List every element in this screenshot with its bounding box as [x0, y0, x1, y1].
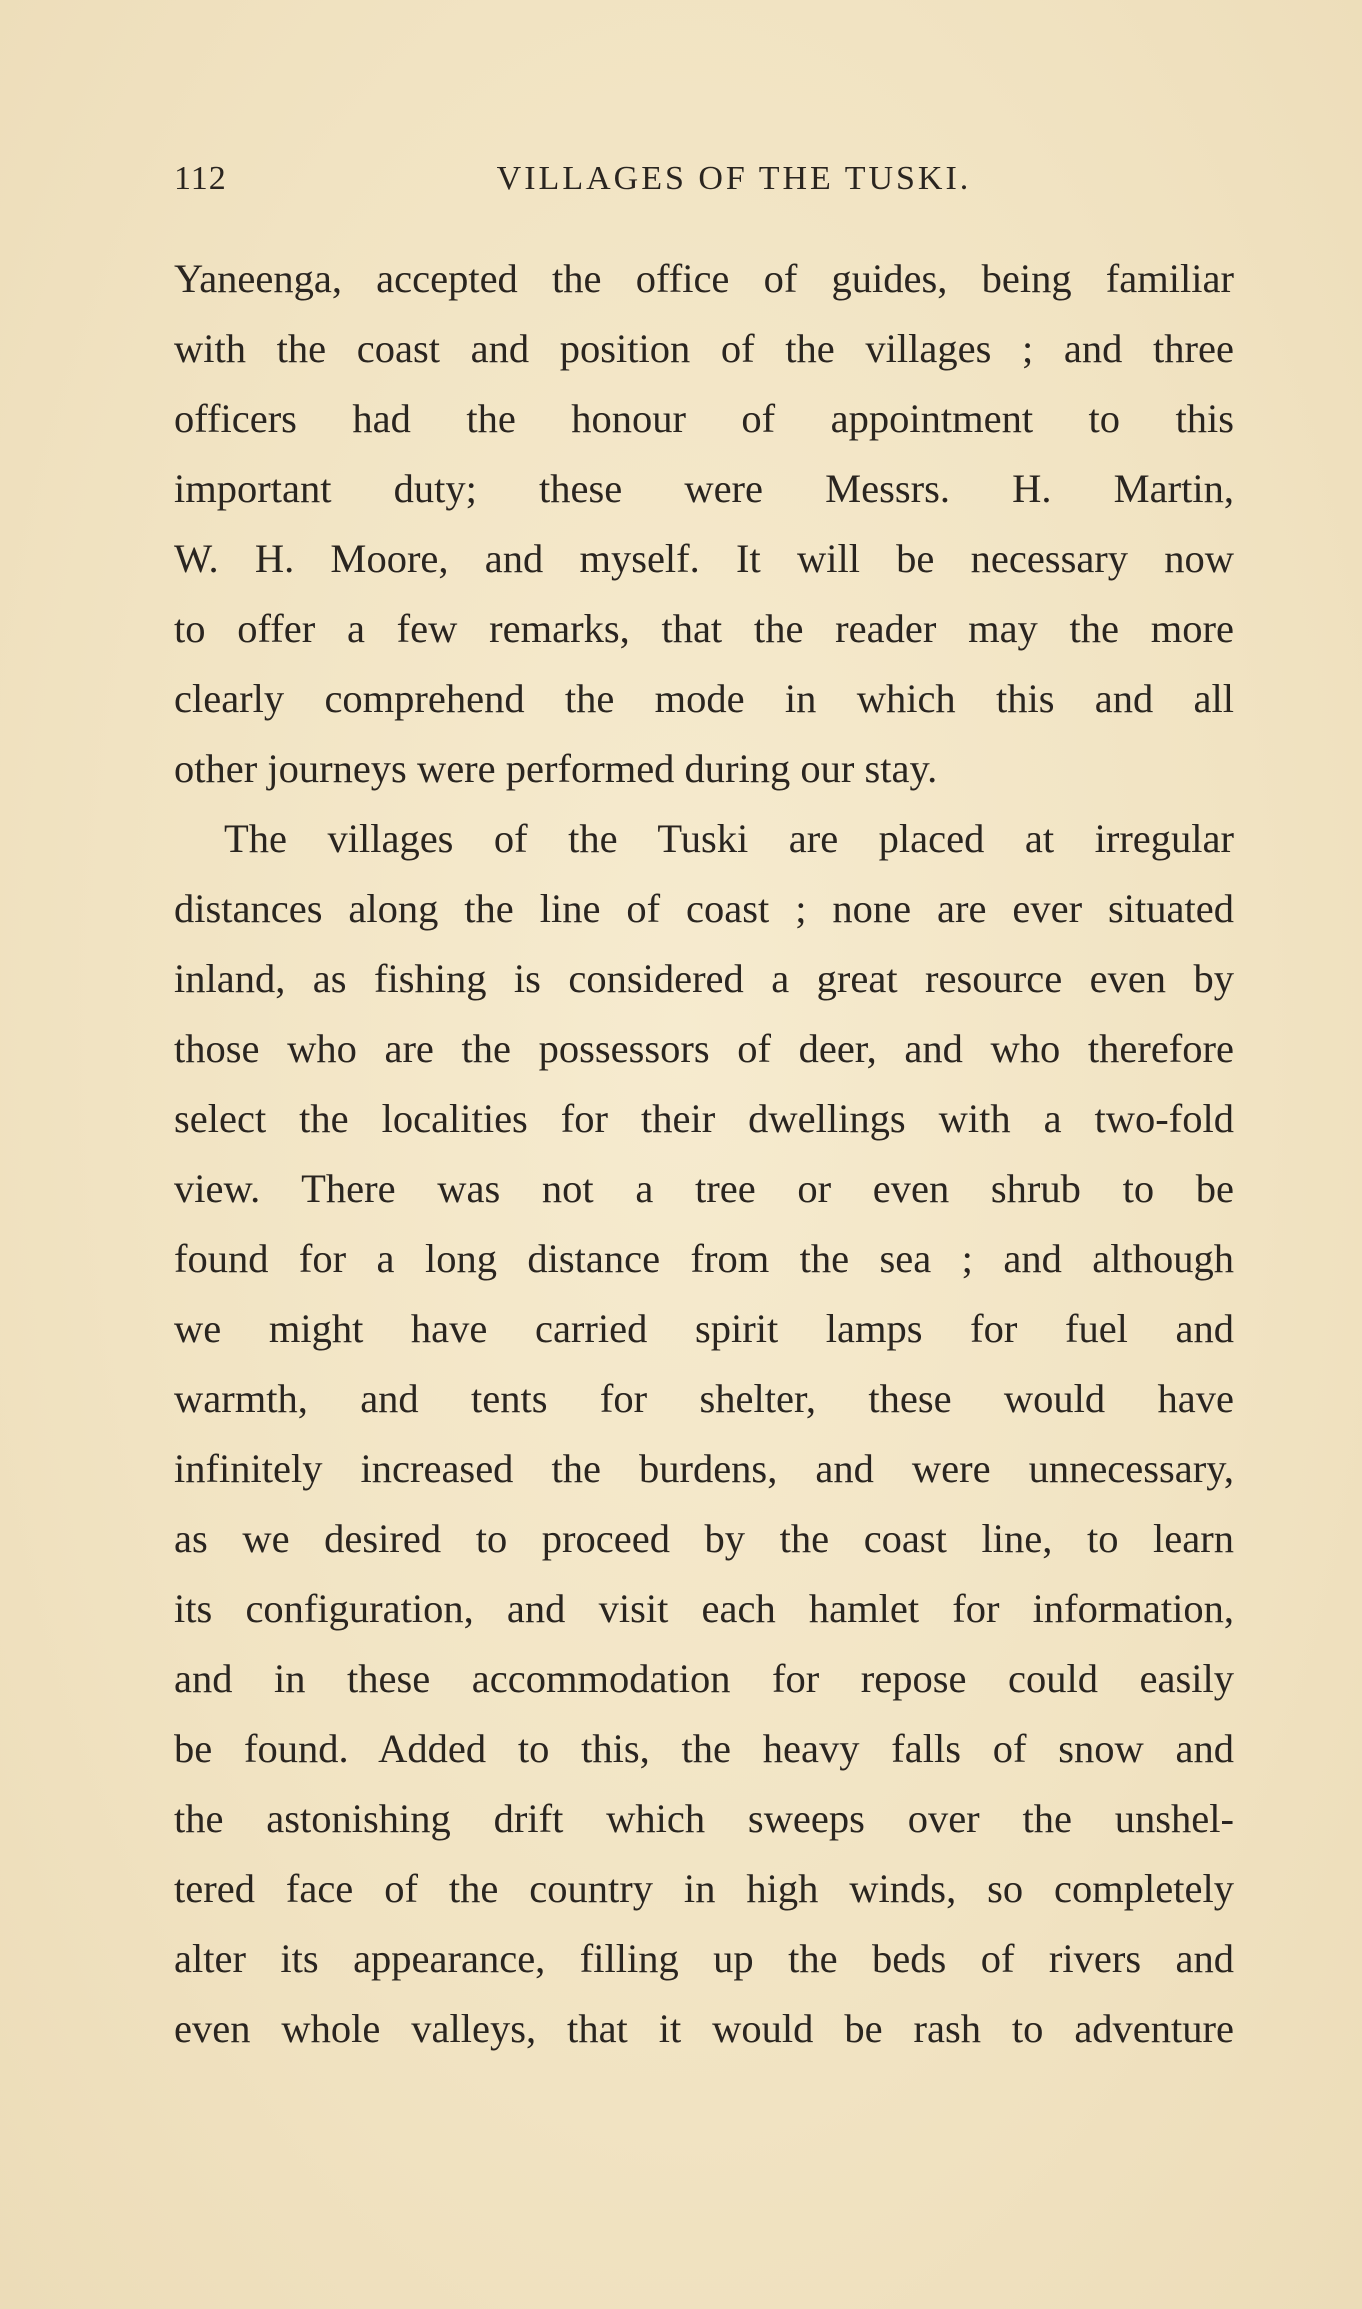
- text-line: alter its appearance, filling up the beds of rivers and: [174, 1936, 1234, 1981]
- text-line-paragraph-start: The villages of the Tuski are placed at irregular: [224, 816, 1234, 861]
- text-line: view. There was not a tree or even shrub to be: [174, 1166, 1234, 1211]
- text-line: important duty; these were Messrs. H. Martin,: [174, 466, 1234, 511]
- text-line: select the localities for their dwellings with a two-fold: [174, 1096, 1234, 1141]
- text-line: clearly comprehend the mode in which this and all: [174, 676, 1234, 721]
- text-line-paragraph-end: other journeys were performed during our stay.: [174, 746, 938, 791]
- text-line: we might have carried spirit lamps for fuel and: [174, 1306, 1234, 1351]
- running-title: VILLAGES OF THE TUSKI.: [496, 160, 972, 197]
- text-line: infinitely increased the burdens, and were unnecessary,: [174, 1446, 1234, 1491]
- text-line: to offer a few remarks, that the reader may the more: [174, 606, 1234, 651]
- text-line: even whole valleys, that it would be rash to adventure: [174, 2006, 1234, 2051]
- running-head: [174, 160, 1234, 212]
- text-line: be found. Added to this, the heavy falls of snow and: [174, 1726, 1234, 1771]
- body-text: [174, 244, 1234, 2064]
- text-line: as we desired to proceed by the coast line, to learn: [174, 1516, 1234, 1561]
- page-number: 112: [174, 160, 227, 197]
- text-line: those who are the possessors of deer, and who therefore: [174, 1026, 1234, 1071]
- text-line: distances along the line of coast ; none are ever situated: [174, 886, 1234, 931]
- text-line: its configuration, and visit each hamlet for information,: [174, 1586, 1234, 1631]
- text-line: officers had the honour of appointment to this: [174, 396, 1234, 441]
- text-line: Yaneenga, accepted the office of guides, being familiar: [174, 256, 1234, 301]
- text-line: tered face of the country in high winds, so completely: [174, 1866, 1234, 1911]
- text-line: and in these accommodation for repose could easily: [174, 1656, 1234, 1701]
- text-line: inland, as fishing is considered a great resource even by: [174, 956, 1234, 1001]
- text-line: found for a long distance from the sea ; and although: [174, 1236, 1234, 1281]
- text-line: warmth, and tents for shelter, these would have: [174, 1376, 1234, 1421]
- text-line: W. H. Moore, and myself. It will be necessary now: [174, 536, 1234, 581]
- text-line: with the coast and position of the villages ; and three: [174, 326, 1234, 371]
- text-line: the astonishing drift which sweeps over the unshel-: [174, 1796, 1234, 1841]
